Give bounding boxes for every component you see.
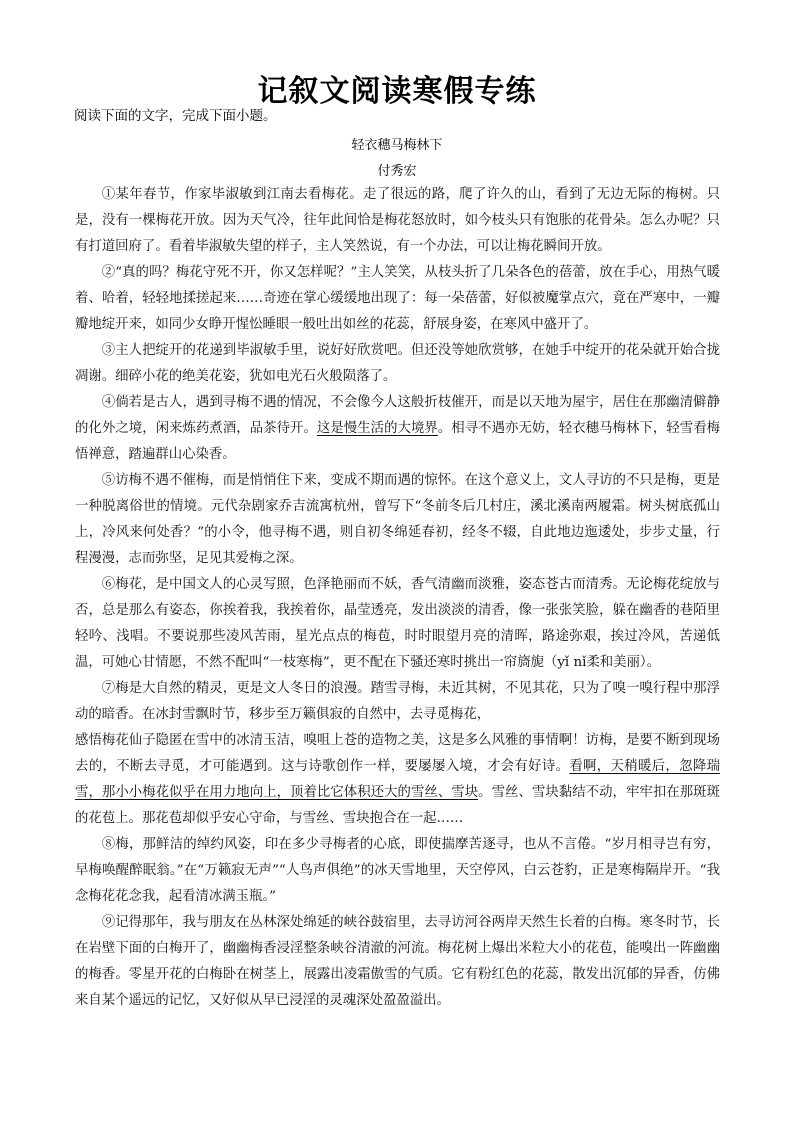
paragraph-6: ⑥梅花，是中国文人的心灵写照，色泽艳丽而不妖，香气清幽而淡雅，姿态苍古而清秀。无论梅花绽放与否，总是那么有姿态，你挨着我，我挨着你，晶莹透亮，发出淡淡的清香，像一张张笑脸，躲在幽香的巷陌里轻吟、浅唱。不要说那些凌风苦雨，星光点点的梅苞，时时眼望月亮的清晖，路途弥艰，挨过冷风，苦递低温，可她心甘情愿，不然不配叫“一枝寒梅”，更不配在下骚还寒时挑出一帘旖旎（yǐ nǐ柔和美丽）。 [75,577,720,670]
paragraph-8: ⑧梅，那鲜洁的绰约风姿，印在多少寻梅者的心底，即使揣摩苦逐寻，也从不言倦。“岁月相寻岂有穷，早梅唤醒醉眠翁。”在“万籁寂无声”“人鸟声俱绝”的冰天雪地里，天空停风，白云苍豹，正是寒梅隔岸开。“我念梅花花念我，起看清冰满玉瓶。” [75,837,720,904]
essay-body [75,182,720,1014]
paragraph-9: ⑨记得那年，我与朋友在丛林深处绵延的峡谷鼓宿里，去寻访河谷两岸天然生长着的白梅。寒冬时节，长在岩壁下面的白梅开了，幽幽梅香浸淫整条峡谷清澈的河流。梅花树上爆出米粒大小的花苞，能嗅出一阵幽幽的梅香。零星开花的白梅卧在树茎上，展露出凌霜傲雪的气质。它有粉红色的花蕊，散发出沉郁的异香，仿佛来自某个遥远的记忆，又好似从早已浸淫的灵魂深处盈盈溢出。 [75,915,720,1008]
paragraph-7-text-b: 。雪丝、雪块黏结不动，牢牢扣在那斑斑的花苞上。那花苞却似乎安心守命，与雪丝、雪块抱合在一起…… [75,785,721,826]
paragraph-5: ⑤访梅不遇不催梅，而是悄悄住下来，变成不期而遇的惊怀。在这个意义上，文人寻访的不只是梅，更是一种脱离俗世的情境。元代杂剧家乔吉流寓杭州，曾写下“冬前冬后几村庄，溪北溪南两履霜。树头树底孤山上，冷风来何处香？”的小令，他寻梅不遇，则自初冬绵延春初，经冬不辍，自此地边迤逶处，步步丈量，行程漫漫，志而弥坚，足见其爱梅之深。 [75,473,720,566]
paragraph-4-text-b: 。相寻不遇亦无妨，轻衣穗马梅林下，轻雪看梅悟禅意，踏遍群山心染香。 [75,421,721,462]
essay-author: 付秀宏 [377,164,417,179]
paragraph-2: ②“真的吗？梅花守死不开，你又怎样呢？”主人笑笑，从枝头折了几朵各色的蓓蕾，放在手心，用热气暖着、哈着，轻轻地揉搓起来……奇迹在掌心缓缓地出现了：每一朵蓓蕾，好似被魔掌点穴，竟在严寒中，一瓣瓣地绽开来，如同少女睁开惺忪睡眼一般吐出如丝的花蕊，舒展身姿，在寒风中盛开了。 [75,265,720,332]
paragraph-3: ③主人把绽开的花递到毕淑敏手里，说好好欣赏吧。但还没等她欣赏够，在她手中绽开的花朵就开始合拢凋谢。细碎小花的绝美花姿，犹如电光石火般陨落了。 [75,343,720,384]
paragraph-1: ①某年春节，作家毕淑敏到江南去看梅花。走了很远的路，爬了许久的山，看到了无边无际的梅树。只是，没有一棵梅花开放。因为天气冷，往年此间恰是梅花怒放时，如今枝头只有饱胀的花骨朵。怎么办呢？只有打道回府了。看着毕淑敏失望的样子，主人笑然说，有一个办法，可以让梅花瞬间开放。 [75,187,720,254]
paragraph-4 [75,390,720,468]
paragraph-7-text-a: 感悟梅花仙子隐匿在雪中的冰清玉洁，嗅咀上苍的造物之美，这是多么风雅的事情啊！访梅，是要不断到现场去的，不断去寻觅，才可能遇到。这与诗歌创作一样，要屡屡入境，才会有好诗。 [75,733,720,774]
paragraph-4-text-a: ④倘若是古人，遇到寻梅不遇的情况，不会像今人这般折枝催开，而是以天地为屋宇，居住在那幽清僻静的化外之境，闲来炼药煮酒，品茶待开。 [75,395,720,436]
essay-title: 轻衣穗马梅林下 [351,138,443,153]
document-title: 记叙文阅读寒假专练 [257,74,537,109]
underlined-sentence-1: 这是慢生活的大境界 [316,421,438,436]
underlined-sentence-2: 看啊，天稍暖后，忽降瑞雪，那小小梅花似乎在用力地向上，顶着比它体积还大的雪丝、雪块 [75,759,721,800]
reading-instruction: 阅读下面的文字，完成下面小题。 [74,108,277,124]
paragraph-7: ⑦梅是大自然的精灵，更是文人冬日的浪漫。踏雪寻梅，未近其树，不见其花，只为了嗅一嗅行程中那浮动的暗香。在冰封雪飘时节，移步至万籁俱寂的自然中，去寻觅梅花， [75,681,720,722]
paragraph-7-continued [75,728,720,832]
